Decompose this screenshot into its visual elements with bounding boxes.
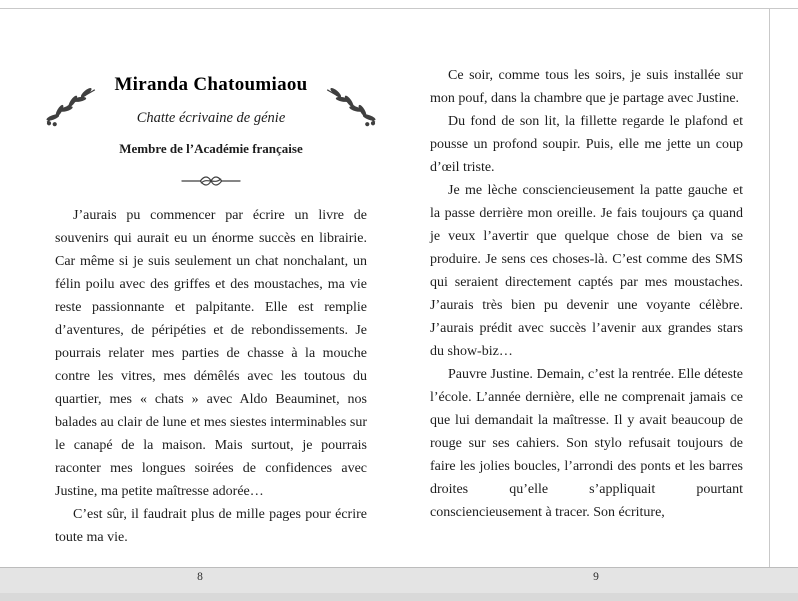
vine-divider-icon xyxy=(180,174,242,188)
page-number-left: 8 xyxy=(197,571,203,583)
olive-branch-left-icon xyxy=(41,86,99,128)
right-page-text xyxy=(430,64,743,524)
left-page-text xyxy=(55,204,367,549)
chapter-affiliation: Membre de l’Académie française xyxy=(119,141,303,156)
page-left xyxy=(55,0,367,549)
body-paragraph: Ce soir, comme tous les soirs, je suis installée sur mon pouf, dans la chambre que je partage avec Justine. xyxy=(430,68,743,106)
chapter-title: Miranda Chatoumiaou xyxy=(114,74,308,95)
body-paragraph: J’aurais pu commencer par écrire un livre de souvenirs qui aurait eu un énorme succès en librairie. Car même si je suis seulement un chat nonchalant, un félin poilu avec des griffes et des moustaches, ma vie reste passionnante et palpitante. Elle est remplie d’aventures, de péripéties et de rebondissements. Je pourrais relater mes parties de chasse à la mouche contre les vitres, mes démêlés avec les toutous du quartier, mes « chats » avec Aldo Beauminet, nos balades au clair de lune et mes siestes interminables sur le canapé de la maison. Mais surtout, je pourrais raconter mes longues soirées de confidences avec Justine, ma petite maîtresse adorée… xyxy=(55,208,367,499)
body-paragraph: Je me lèche consciencieusement la patte gauche et la passe derrière mon oreille. Je fais toujours ça quand je veux l’avertir que quelque chose de bien va se produire. Je sens ces choses-là. C’est comme des SMS qui seraient directement captés par mes moustaches. J’aurais très bien pu devenir une voyante célèbre. J’aurais prédit avec succès l’avenir aux grandes stars du show-biz… xyxy=(430,183,743,359)
page-number-right: 9 xyxy=(593,571,599,583)
body-paragraph: Du fond de son lit, la fillette regarde le plafond et pousse un profond soupir. Puis, elle me jette un coup d’œil triste. xyxy=(430,114,743,175)
chapter-subtitle: Chatte écrivaine de génie xyxy=(136,110,286,126)
body-paragraph: Pauvre Justine. Demain, c’est la rentrée. Elle déteste l’école. L’année dernière, elle ne comprenait jamais ce que lui demandait la maîtresse. Il y avait beaucoup de rouge sur ses cahiers. Son stylo refusait toujours de faire les jolies boucles, l’arrondi des ponts et les barres droites qu’elle s’appliquait pourtant consciencieusement à tracer. Son écriture, xyxy=(430,367,743,520)
page-right xyxy=(430,0,743,524)
page-right-edge xyxy=(769,8,770,567)
window-bottom-chrome xyxy=(0,567,798,601)
olive-branch-right-icon xyxy=(323,86,381,128)
body-paragraph: C’est sûr, il faudrait plus de mille pages pour écrire toute ma vie. xyxy=(55,507,367,545)
chapter-header xyxy=(55,0,367,157)
